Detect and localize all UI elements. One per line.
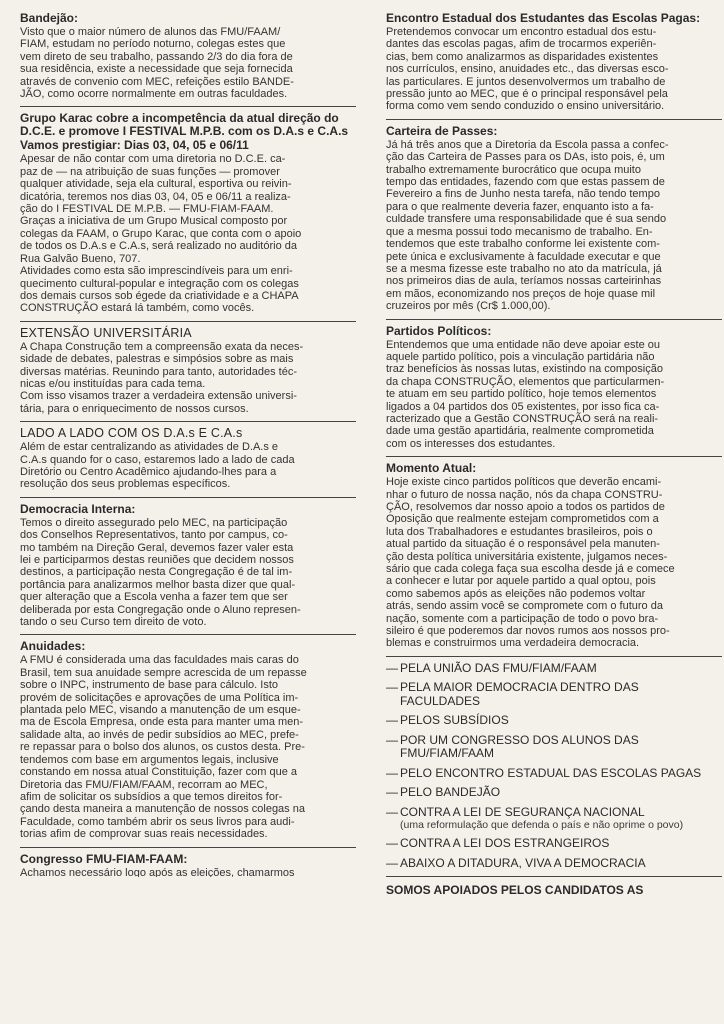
slogan-dash: — xyxy=(386,713,398,728)
section-heading: EXTENSÃO UNIVERSITÁRIA xyxy=(20,325,192,340)
slogan-dash: — xyxy=(386,660,398,675)
slogan-item xyxy=(386,767,722,781)
slogan-dash: — xyxy=(386,836,398,851)
body-line: através de convenio com MEC, refeições estilo BANDE- xyxy=(20,75,294,88)
body-line: vem direto de seu trabalho, passando 2/3 do dia fora de xyxy=(20,50,293,63)
section-divider xyxy=(20,497,356,498)
body-line: nhar o futuro de nossa nação, nós da chapa CONSTRU- xyxy=(386,488,663,501)
slogan-dash: — xyxy=(386,765,398,780)
body-line: lei e participarmos destas reuniões que decidem nossos xyxy=(20,554,294,566)
body-line: tando o seu Curso tem direito de voto. xyxy=(20,616,207,629)
body-line: blemas e construirmos uma verdadeira democracia. xyxy=(386,637,640,650)
body-line: destinos, a participação nesta Congregação é de tal im- xyxy=(20,566,293,579)
section-lado-a-lado-com-os-d-a-s-e-c-a-s xyxy=(20,427,356,491)
body-line: re repassar para o bolso dos alunos, os custos desta. Pre- xyxy=(20,741,305,754)
body-line: dantes das escolas pagas, afim de trocarmos experiên- xyxy=(386,38,657,51)
slogan-dash: — xyxy=(386,680,398,695)
body-line: nos currículos, ensino, anuidades etc., das diversas esco- xyxy=(386,63,669,76)
body-line: em mãos, economizando nos preços de hoje quase mil xyxy=(386,287,656,300)
body-line: Faculdade, como também abrir os seus livros para audi- xyxy=(20,815,295,828)
body-line: ção desta política universitária existente, julgamos neces- xyxy=(386,550,668,563)
body-line: atrás, sendo assim você se compromete com o futuro da xyxy=(386,600,663,613)
slogan-text: PELO BANDEJÃO xyxy=(400,785,501,800)
body-line: dicatória, teremos nos dias 03, 04, 05 e 06/11 a realiza- xyxy=(20,190,291,203)
body-line: Brasil, tem sua anuidade sempre acrescida de um repasse xyxy=(20,666,307,679)
section-divider xyxy=(20,421,356,422)
body-line: mo também na Direção Geral, devemos fazer valer esta xyxy=(20,541,294,554)
left-column xyxy=(20,12,356,883)
body-line: diversas matérias. Reunindo para tanto, autoridades téc- xyxy=(20,365,297,378)
footer-line: SOMOS APOIADOS PELOS CANDIDATOS AS xyxy=(386,883,644,898)
section-divider xyxy=(386,456,722,457)
body-line: afim de solicitar os subsídios a que temos direitos for- xyxy=(20,790,283,803)
section-divider xyxy=(386,319,722,320)
body-line: ção do I FESTIVAL DE M.P.B. — FMU-FIAM-FAAM. xyxy=(20,203,274,216)
body-line: A FMU é considerada uma das faculdades mais caras do xyxy=(20,654,299,667)
body-line: sário que cada colega faça sua escolha desde já e comece xyxy=(386,563,675,576)
body-line: sidade de debates, palestras e simpósios sobre as mais xyxy=(20,353,294,366)
body-line: com os interesses dos estudantes. xyxy=(386,437,556,450)
body-line: nicas e/ou instituídas para cada tema. xyxy=(20,377,206,390)
slogan-item xyxy=(386,734,722,761)
body-line: plantada pelo MEC, visando a manutenção de um esque- xyxy=(20,704,301,717)
body-line: racterizado que a Gestão CONSTRUÇÃO será na reali- xyxy=(386,412,659,425)
section-encontro-estadual-dos-estudantes-das-esc xyxy=(386,12,722,113)
body-line: colegas da FAAM, o Grupo Karac, que conta com o apoio xyxy=(20,227,302,240)
body-line: Entendemos que uma entidade não deve apoiar este ou xyxy=(386,338,660,351)
body-line: te atuam em seu partido político, hoje temos elementos xyxy=(386,388,657,401)
slogan-dash: — xyxy=(386,732,398,747)
body-line: sobre o INPC, instrumento de base para cálculo. Isto xyxy=(20,679,279,692)
section-democracia-interna xyxy=(20,503,356,629)
slogan-text: CONTRA A LEI DE SEGURANÇA NACIONAL xyxy=(400,804,645,819)
slogan-list xyxy=(386,662,722,871)
body-line: sua residência, existe a necessidade que seja fornecida xyxy=(20,63,293,76)
section-subheading: Vamos prestigiar: Dias 03, 04, 05 e 06/11 xyxy=(20,138,249,153)
section-heading: Democracia Interna: xyxy=(20,501,136,516)
section-anuidades xyxy=(20,640,356,840)
body-line: Hoje existe cinco partidos políticos que deverão encami- xyxy=(386,476,662,489)
slogan-text: ABAIXO A DITADURA, VIVA A DEMOCRACIA xyxy=(400,855,646,870)
body-line: ligados a 04 partidos dos 05 existentes, por isso fica ca- xyxy=(386,400,660,413)
body-line: da chapa CONSTRUÇÃO, elementos que particularmen- xyxy=(386,375,665,388)
body-line: traz benefícios às nossas lutas, existindo na composição xyxy=(386,363,663,376)
section-heading: Congresso FMU-FIAM-FAAM: xyxy=(20,851,188,866)
body-line: aquele partido político, pois a vinculação partidária não xyxy=(386,350,655,363)
body-line: sileiro é que poderemos dar novos rumos aos nossos pro- xyxy=(386,625,670,638)
slogan-item xyxy=(386,786,722,800)
body-line: culdade transfere uma responsabilidade que é sua sendo xyxy=(386,213,667,226)
section-divider xyxy=(386,876,722,877)
slogan-text-wrap xyxy=(400,786,500,800)
slogan-item xyxy=(386,857,722,871)
body-line: tária, para o enriquecimento de nossos cursos. xyxy=(20,402,249,415)
slogan-text-wrap xyxy=(400,714,509,728)
section-divider xyxy=(20,634,356,635)
body-line: Oposição que realmente estejam comprometidos com a xyxy=(386,513,659,526)
section-partidos-politicos xyxy=(386,325,722,451)
body-line: Fevereiro a fins de Junho nesta tarefa, não tendo tempo xyxy=(386,188,660,201)
body-line: Achamos necessário logo após as eleições, chamarmos xyxy=(20,866,295,877)
body-line: nos primeiros dias de aula, teríamos nossas carteirinhas xyxy=(386,275,662,288)
body-line: Pretendemos convocar um encontro estadual dos estu- xyxy=(386,26,657,38)
section-heading: Partidos Políticos: xyxy=(386,323,492,338)
section-momento-atual xyxy=(386,462,722,650)
body-line: C.A.s quando for o caso, estaremos lado a lado de cada xyxy=(20,453,295,466)
section-divider xyxy=(20,321,356,322)
body-line: Além de estar centralizando as atividades de D.A.s e xyxy=(20,441,279,454)
body-line: Já há três anos que a Diretoria da Escola passa a confec- xyxy=(386,138,669,151)
body-line: atual partido da situação é o responsável pela manuten- xyxy=(386,538,660,551)
body-line: Com isso visamos trazer a verdadeira extensão universi- xyxy=(20,390,297,403)
slogan-dash: — xyxy=(386,785,398,800)
section-heading: LADO A LADO COM OS D.A.s E C.A.s xyxy=(20,426,243,441)
body-line: cruzeiros por mês (Cr$ 1.000,00). xyxy=(386,300,551,313)
body-line: Diretoria das FMU/FIAM/FAAM, recorram ao MEC, xyxy=(20,778,268,791)
body-line: tempo das entidades, fazendo com que estas passem de xyxy=(386,176,665,189)
slogan-item xyxy=(386,714,722,728)
body-line: dos Conselhos Representativos, tanto por campus, co- xyxy=(20,529,288,542)
body-line: Rua Galvão Bueno, 707. xyxy=(20,252,141,265)
body-line: para o que realmente deveria fazer, enquanto isto a fa- xyxy=(386,200,654,213)
body-line: Apesar de não contar com uma diretoria no D.C.E. ca- xyxy=(20,153,286,166)
body-line: Atividades como esta são imprescindíveis para um enri- xyxy=(20,265,293,278)
body-line: ção das Carteira de Passes para os DAs, isto pois, é, um xyxy=(386,151,665,164)
slogan-item xyxy=(386,681,722,708)
body-line: deliberada por esta Congregação onde o Aluno represen- xyxy=(20,603,301,616)
section-congresso-fmu-fiam-faam xyxy=(20,853,356,877)
section-bandejao xyxy=(20,12,356,100)
body-line: ma de Escola Empresa, onde esta para manter uma men- xyxy=(20,716,304,729)
body-line: JÃO, como ocorre normalmente em outras faculdades. xyxy=(20,88,288,101)
slogan-text-wrap xyxy=(400,837,609,851)
body-line: çando desta maneira a manutenção de nossos colegas na xyxy=(20,803,305,816)
body-line: dos demais cursos sob égede da criatividade e a CHAPA xyxy=(20,289,299,302)
slogan-text: POR UM CONGRESSO DOS ALUNOS DAS FMU/FIAM/FAAM xyxy=(400,732,639,761)
body-line: FIAM, estudam no período noturno, colegas estes que xyxy=(20,38,286,51)
slogan-text-wrap xyxy=(400,806,683,832)
section-divider xyxy=(386,119,722,120)
body-line: a conhecer e lutar por aquele partido a qual optou, pois xyxy=(386,575,656,588)
section-divider xyxy=(20,847,356,848)
section-heading: Grupo Karac cobre a incompetência da atual direção do D.C.E. e promove I FESTIVAL M.P.B. com os D.A.s e C.A.s xyxy=(20,111,349,139)
section-heading: Bandejão: xyxy=(20,11,79,25)
body-line: que a mesma possui todo mecanismo de trabalho. En- xyxy=(386,225,653,238)
slogan-text-wrap xyxy=(400,734,722,761)
body-line: provém de solicitações e aprovações de uma Política im- xyxy=(20,691,299,704)
body-line: A Chapa Construção tem a compreensão exata da neces- xyxy=(20,340,304,353)
body-line: resolução dos seus problemas específicos. xyxy=(20,478,231,491)
right-column xyxy=(386,12,722,897)
body-line: Graças a iniciativa de um Grupo Musical composto por xyxy=(20,215,288,228)
slogan-dash: — xyxy=(386,804,398,819)
body-line: quer alteração que a Escola venha a fazer tem que ser xyxy=(20,591,288,604)
slogan-text: CONTRA A LEI DOS ESTRANGEIROS xyxy=(400,836,610,851)
body-line: las particulares. E juntos desenvolvermos um trabalho de xyxy=(386,75,666,88)
slogan-text: PELA UNIÃO DAS FMU/FIAM/FAAM xyxy=(400,660,597,675)
body-line: pete única e exclusivamente à faculdade executar e que xyxy=(386,250,661,263)
body-line: luta dos Trabalhadores e estudantes brasileiros, pois o xyxy=(386,525,653,538)
section-heading: Carteira de Passes: xyxy=(386,123,498,138)
body-line: salidade alta, ao invés de pedir subsídios ao MEC, prefe- xyxy=(20,728,299,741)
section-divider xyxy=(20,106,356,107)
body-line: constando em nossa atual Constituição, fazer com que a xyxy=(20,766,297,779)
slogan-text-wrap xyxy=(400,767,701,781)
section-heading: Momento Atual: xyxy=(386,461,477,476)
slogan-text-wrap xyxy=(400,662,597,676)
slogan-text: PELA MAIOR DEMOCRACIA DENTRO DAS FACULDADES xyxy=(400,680,639,708)
section-heading: Anuidades: xyxy=(20,639,86,654)
section-divider xyxy=(386,656,722,657)
body-line: ÇÃO, resolvemos dar nosso apoio a todos os partidos de xyxy=(386,501,665,513)
slogan-dash: — xyxy=(386,855,398,870)
slogan-note: (uma reformulação que defenda o país e não oprime o povo) xyxy=(400,819,684,832)
body-line: Temos o direito assegurado pelo MEC, na participação xyxy=(20,516,288,529)
body-line: tendemos que este trabalho conforme lei existente com- xyxy=(386,238,660,251)
body-line: paz de — na atribuição de suas funções — promover xyxy=(20,165,280,178)
body-line: cias, bem como analizarmos as disparidades existentes xyxy=(386,50,659,63)
slogan-item xyxy=(386,806,722,832)
section-extensao-universitaria xyxy=(20,327,356,415)
body-line: pressão junto ao MEC, que é o principal responsável pela xyxy=(386,88,668,101)
slogan-item xyxy=(386,837,722,851)
section-heading: Encontro Estadual dos Estudantes das Escolas Pagas: xyxy=(386,11,701,25)
slogan-text-wrap xyxy=(400,681,722,708)
body-line: qualquer atividade, seja ela cultural, esportiva ou reivin- xyxy=(20,178,292,191)
body-line: tendemos com base em argumentos legais, inclusive xyxy=(20,753,279,766)
body-line: dade uma gestão apartidária, realmente comprometida xyxy=(386,425,654,438)
body-line: Visto que o maior número de alunos das FMU/FAAM/ xyxy=(20,26,281,38)
body-line: se a mesma fizesse este trabalho no ato da matrícula, já xyxy=(386,262,662,275)
section-grupo-karac-cobre-a-incompetencia-da-atu xyxy=(20,112,356,314)
body-line: forma como vem sendo conduzido o ensino universitário. xyxy=(386,100,665,113)
body-line: portância para analizarmos melhor basta dizer que qual- xyxy=(20,578,296,591)
section-carteira-de-passes xyxy=(386,125,722,313)
body-line: de todos os D.A.s e C.A.s, será realizado no auditório da xyxy=(20,240,297,253)
body-line: torias afim de comprovar suas reais necessidades. xyxy=(20,828,268,841)
slogan-text: PELO ENCONTRO ESTADUAL DAS ESCOLAS PAGAS xyxy=(400,765,702,780)
slogan-text: PELOS SUBSÍDIOS xyxy=(400,713,509,728)
body-line: nação, somente com a participação de todo o povo bra- xyxy=(386,612,659,625)
body-line: CONSTRUÇÃO estará lá também, como vocês. xyxy=(20,302,255,315)
body-line: como sabemos após as eleições não podemos voltar xyxy=(386,587,646,600)
body-line: Diretório ou Centro Acadêmico ajudando-lhes para a xyxy=(20,465,277,478)
body-line: quecimento cultural-popular e integração com os colegas xyxy=(20,277,299,290)
slogan-text-wrap xyxy=(400,857,646,871)
slogan-item xyxy=(386,662,722,676)
body-line: trabalho extremamente burocrático que ocupa muito xyxy=(386,163,641,176)
